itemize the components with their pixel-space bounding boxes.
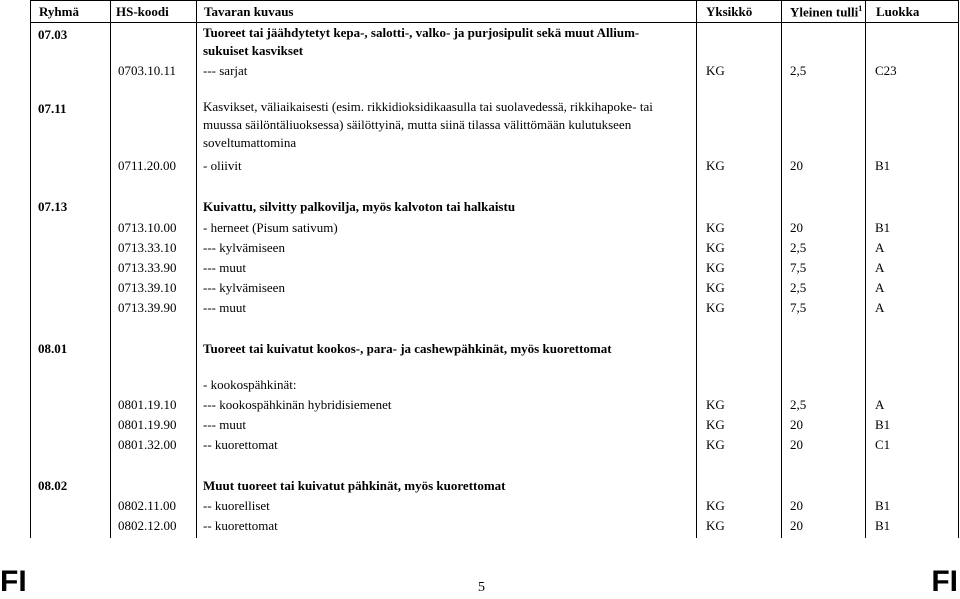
hs-code: 0713.39.90 [118, 300, 177, 315]
unit: KG [706, 260, 725, 275]
unit: KG [706, 397, 725, 412]
table-header [30, 0, 958, 22]
footer-right-label: FI [931, 565, 958, 598]
tariff: 20 [790, 158, 803, 173]
item-desc: -- kuorettomat [203, 437, 278, 452]
class: A [875, 397, 885, 412]
hs-code: 0713.10.00 [118, 220, 177, 235]
footer-left-label: FI [0, 565, 27, 598]
hs-code: 0802.11.00 [118, 498, 177, 513]
group-desc-0802: Muut tuoreet tai kuivatut pähkinät, myös kuorettomat [203, 478, 506, 493]
class: B1 [875, 498, 891, 513]
unit: KG [706, 158, 725, 173]
tariff: 2,5 [790, 240, 807, 255]
border-right [958, 0, 959, 538]
hs-code: 0801.19.90 [118, 417, 177, 432]
page-number: 5 [478, 580, 485, 595]
tariff: 20 [790, 220, 803, 235]
border-col-3 [696, 0, 697, 538]
class: A [875, 280, 885, 295]
tariff: 2,5 [790, 63, 807, 78]
unit: KG [706, 417, 725, 432]
header-description: Tavaran kuvaus [204, 4, 294, 19]
item-desc: --- sarjat [203, 63, 248, 78]
tariff: 2,5 [790, 280, 807, 295]
tariff: 20 [790, 437, 803, 452]
class: B1 [875, 220, 891, 235]
hs-code: 0801.32.00 [118, 437, 177, 452]
class: A [875, 240, 885, 255]
unit: KG [706, 280, 725, 295]
group-desc-0713: Kuivattu, silvitty palkovilja, myös kalvoton tai halkaistu [203, 199, 516, 214]
unit: KG [706, 498, 725, 513]
class: C1 [875, 437, 891, 452]
item-desc: --- muut [203, 417, 246, 432]
tariff: 7,5 [790, 300, 807, 315]
group-desc-0711: Kasvikset, väliaikaisesti (esim. rikkidioksidikaasulla tai suolavedessä, rikkihapoke- tai muussa säilöntäliuoksessa) säilöttyinä, mutta siinä tilassa välittömään kulutukseen soveltumattomina [203, 99, 653, 150]
item-desc: - herneet (Pisum sativum) [203, 220, 338, 235]
border-left [30, 0, 31, 538]
class: B1 [875, 518, 891, 533]
tariff: 2,5 [790, 397, 807, 412]
header-divider [30, 22, 959, 23]
group-desc-0703: Tuoreet tai jäähdytetyt kepa-, salotti-, valko- ja purjosipulit sekä muut Allium-sukuiset kasvikset [203, 25, 640, 58]
group-code-0713: 07.13 [38, 199, 68, 214]
tariff: 20 [790, 518, 803, 533]
unit: KG [706, 63, 725, 78]
header-unit: Yksikkö [706, 4, 753, 19]
tariff: 20 [790, 417, 803, 432]
hs-code: 0711.20.00 [118, 158, 177, 173]
item-desc: --- muut [203, 260, 246, 275]
item-desc: --- kookospähkinän hybridisiemenet [203, 397, 392, 412]
border-col-4 [781, 0, 782, 538]
tariff: 7,5 [790, 260, 807, 275]
header-tariff: Yleinen tulli$^1$ [790, 4, 863, 20]
header-group: Ryhmä [39, 4, 79, 19]
item-desc: --- kylvämiseen [203, 280, 285, 295]
item-desc: - oliivit [203, 158, 242, 173]
unit: KG [706, 300, 725, 315]
group-code-0703: 07.03 [38, 27, 68, 42]
hs-code: 0713.39.10 [118, 280, 177, 295]
item-desc: -- kuorelliset [203, 498, 270, 513]
class: A [875, 260, 885, 275]
unit: KG [706, 220, 725, 235]
hs-code: 0713.33.90 [118, 260, 177, 275]
border-col-2 [196, 0, 197, 538]
class: C23 [875, 63, 897, 78]
class: B1 [875, 158, 891, 173]
hs-code: 0802.12.00 [118, 518, 177, 533]
item-desc: --- muut [203, 300, 246, 315]
unit: KG [706, 518, 725, 533]
item-desc: --- kylvämiseen [203, 240, 285, 255]
border-col-1 [110, 0, 111, 538]
group-code-0802: 08.02 [38, 478, 68, 493]
unit: KG [706, 240, 725, 255]
class: A [875, 300, 885, 315]
hs-code: 0713.33.10 [118, 240, 177, 255]
group-code-0711: 07.11 [38, 101, 67, 116]
class: B1 [875, 417, 891, 432]
border-col-5 [865, 0, 866, 538]
hs-code: 0801.19.10 [118, 397, 177, 412]
unit: KG [706, 437, 725, 452]
border-top [30, 0, 959, 1]
hs-code: 0703.10.11 [118, 63, 177, 78]
subheading: - kookospähkinät: [203, 377, 297, 392]
tariff: 20 [790, 498, 803, 513]
header-class: Luokka [876, 4, 920, 19]
header-hs-code: HS-koodi [116, 4, 169, 19]
item-desc: -- kuorettomat [203, 518, 278, 533]
group-code-0801: 08.01 [38, 341, 68, 356]
group-desc-0801: Tuoreet tai kuivatut kookos-, para- ja cashewpähkinät, myös kuorettomat [203, 341, 612, 356]
